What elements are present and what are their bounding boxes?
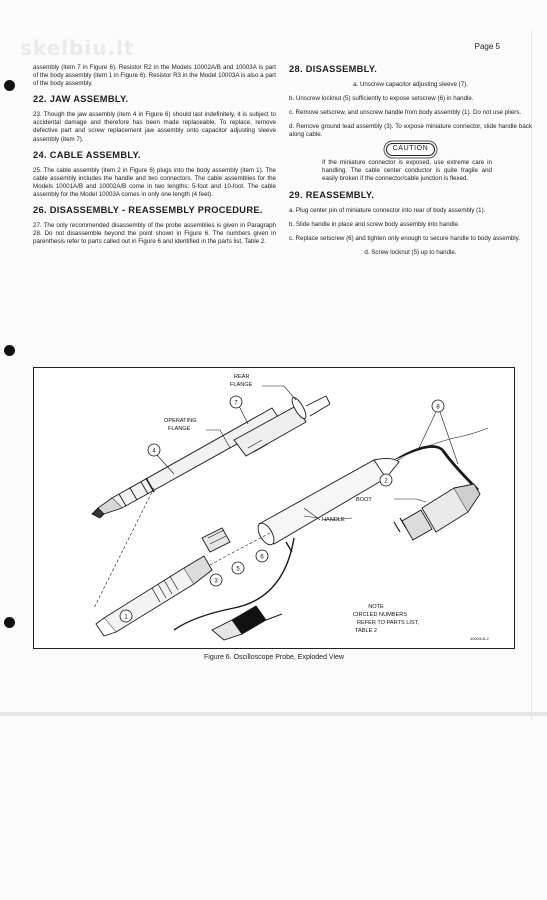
note-line-3: TABLE 2 xyxy=(355,628,377,634)
label-rear: REAR xyxy=(234,374,250,380)
callout-1: 1 xyxy=(124,614,128,621)
step-29-d: d. Screw locknut (5) up to handle. xyxy=(364,248,457,256)
callout-6: 6 xyxy=(260,554,264,561)
intro-paragraph: assembly (item 7 in Figure 6). Resistor R2 in the Models 10002A/B and 10003A is part of the body assembly (item 1 in Figure 6). Resistor R3 in the Model 10003A is also a part of the body assembly. xyxy=(33,64,276,88)
jaw-assembly-drawing xyxy=(92,408,280,518)
right-column xyxy=(289,64,532,263)
caution-banner xyxy=(289,143,532,155)
step-29-a: a. Plug center pin of miniature connector into rear of body assembly (1). xyxy=(289,206,486,214)
callout-4: 4 xyxy=(152,448,156,455)
note-line-1: CIRCLED NUMBERS xyxy=(352,612,408,618)
caution-text: If the miniature connector is exposed, use extreme care in handling. The cable center conductor is quite fragile and easily broken if the connector/cable junction is flexed. xyxy=(322,158,492,182)
paragraph-25: 25. The cable assembly (item 2 in Figure 6) plugs into the body assembly (item 1). The cable assembly includes the handle and two connectors. The cable assemblies for the Models 10001A/B and 10002A/B come in two lengths: 5-foot and 10-foot. The cable assembly for the Model 10003A comes in only one length (4 feet). xyxy=(33,166,276,198)
callout-2: 2 xyxy=(384,478,388,485)
figure-caption: Figure 6. Oscilloscope Probe, Exploded View xyxy=(204,654,344,661)
punch-hole-middle xyxy=(4,345,15,356)
step-28-a: a. Unscrew capacitor adjusting sleeve (7). xyxy=(353,81,468,88)
bnc-connector-drawing xyxy=(394,484,480,540)
note-title: NOTE xyxy=(368,604,384,610)
page-number: Page 5 xyxy=(474,42,500,51)
section-28-heading: 28. DISASSEMBLY. xyxy=(289,64,378,74)
handle-drawing xyxy=(255,458,399,547)
label-boot: BOOT xyxy=(356,497,372,503)
step-28-c: c. Remove setscrew, and unscrew handle from body assembly (1). Do not use pliers. xyxy=(289,109,522,117)
left-column xyxy=(33,64,276,252)
callout-3: 3 xyxy=(214,578,218,585)
punch-hole-top xyxy=(4,80,15,91)
callout-8: 8 xyxy=(436,404,440,411)
step-29-b: b. Slide handle in place and screw body assembly into handle. xyxy=(289,220,460,228)
label-handle: HANDLE xyxy=(322,517,345,523)
paragraph-23: 23. Though the jaw assembly (item 4 in Figure 6) should last indefinitely, it is subject to accidental damage and therefore has been made replaceable. To replace, remove defective part and screw replacement jaw assembly onto capacitor adjusting sleeve assembly (item 7). xyxy=(33,111,276,143)
page-bottom-edge xyxy=(0,712,547,716)
label-operating: OPERATING xyxy=(164,418,197,424)
figure-6-box xyxy=(33,367,515,649)
step-28-d: d. Remove ground lead assembly (3). To expose miniature connector, slide handle back along cable. xyxy=(289,123,532,139)
punch-hole-bottom xyxy=(4,617,15,628)
ground-lead-drawing xyxy=(174,538,294,640)
step-29-c: c. Replace setscrew (6) and tighten only enough to secure handle to body assembly. xyxy=(289,234,521,242)
step-28-b: b. Unscrew locknut (5) sufficiently to expose setscrew (6) in handle. xyxy=(289,95,474,103)
caution-label: CAUTION xyxy=(386,143,436,155)
label-operating-flange: FLANGE xyxy=(168,426,191,432)
callout-7: 7 xyxy=(234,400,238,407)
art-number: 10003-B-2 xyxy=(470,636,489,641)
exploded-view-drawing xyxy=(34,368,514,648)
section-29-heading: 29. REASSEMBLY. xyxy=(289,189,375,200)
locknut-drawing xyxy=(202,528,230,552)
label-rear-flange: FLANGE xyxy=(230,382,253,388)
paragraph-27: 27. The only recommended disassembly of the probe assemblies is given in Paragraph 28. Do not disassemble beyond the point shown in Figure 6. The numbers given in parenthesis refer to parts called out in Figure 6 and identified in the parts list, Table 2. xyxy=(33,222,276,246)
section-22-heading: 22. JAW ASSEMBLY. xyxy=(33,94,129,105)
section-24-heading: 24. CABLE ASSEMBLY. xyxy=(33,149,141,160)
note-line-2: REFER TO PARTS LIST, xyxy=(356,620,420,626)
callout-5: 5 xyxy=(236,566,240,573)
watermark: skelbiu.lt xyxy=(20,36,135,60)
section-26-heading: 26. DISASSEMBLY - REASSEMBLY PROCEDURE. xyxy=(33,205,263,216)
body-assembly-drawing xyxy=(96,556,212,636)
